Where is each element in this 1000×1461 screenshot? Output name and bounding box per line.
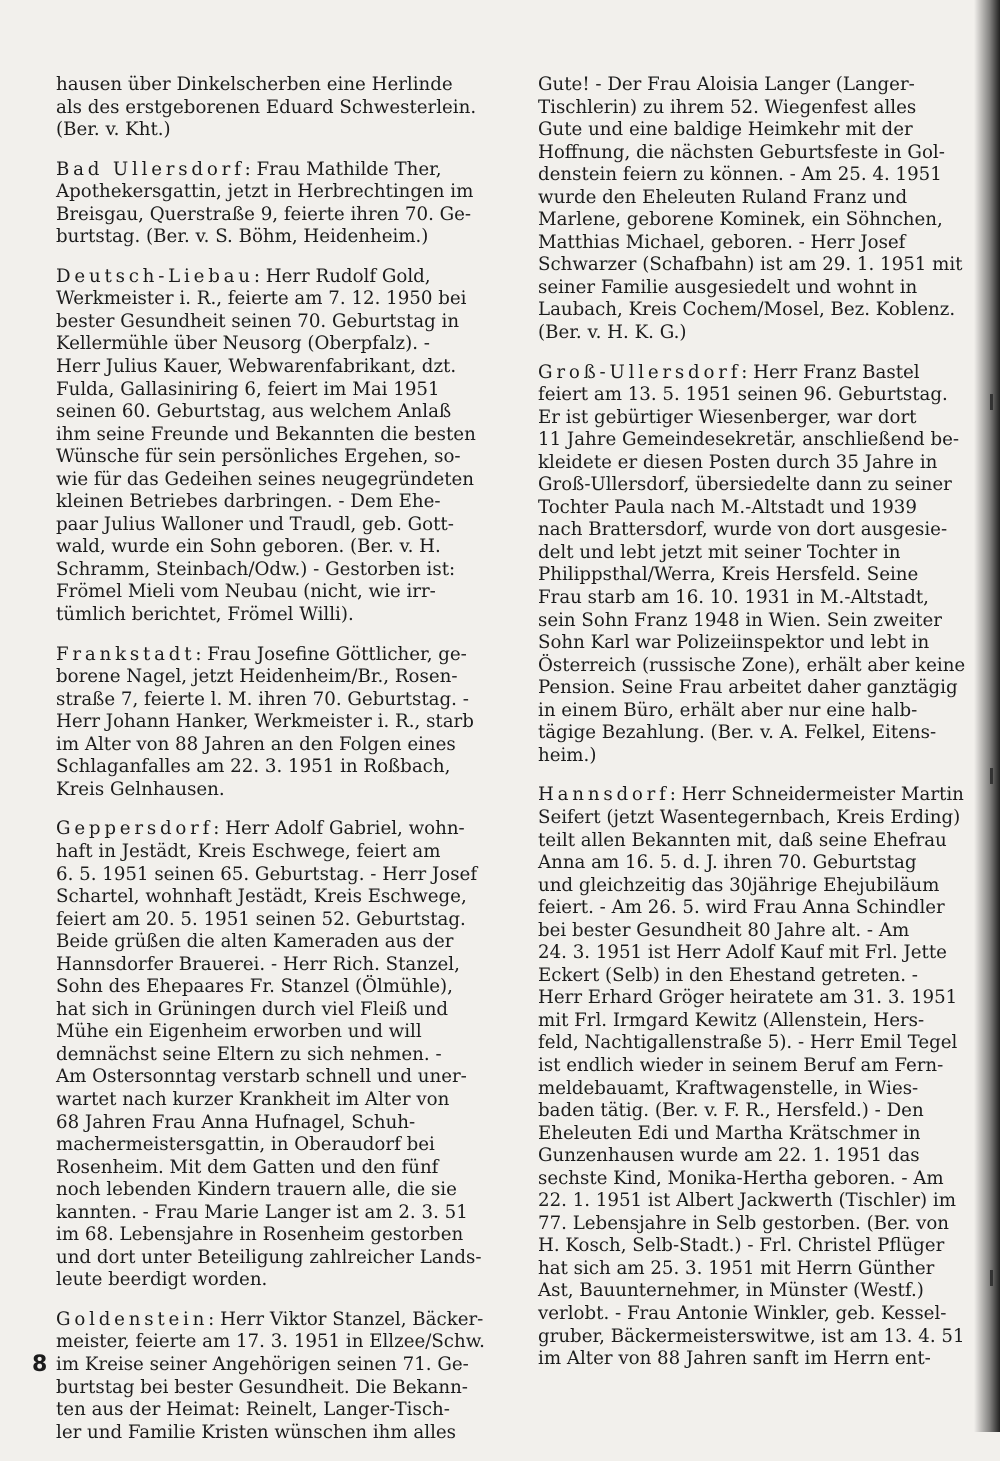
text-line: tümlich berichtet, Frömel Willi). [56, 604, 354, 626]
text-line: Schartel, wohnhaft Jestädt, Kreis Eschwege, [56, 886, 467, 908]
text-line: borene Nagel, jetzt Heidenheim/Br., Rosen- [56, 666, 458, 688]
text-line: Groß-Ullersdorf: Herr Franz Bastel [538, 361, 920, 383]
text-line: sein Sohn Franz 1948 in Wien. Sein zweiter [538, 609, 942, 631]
text-line: feiert. - Am 26. 5. wird Frau Anna Schindler [538, 897, 945, 919]
text-line: Am Ostersonntag verstarb schnell und uner- [56, 1066, 467, 1088]
right-column [538, 74, 974, 1388]
text-line: Geppersdorf: Herr Adolf Gabriel, wohn- [56, 818, 465, 840]
text-line: Mühe ein Eigenheim erworben und will [56, 1021, 422, 1043]
text-line: hat sich am 25. 3. 1951 mit Herrn Günther [538, 1257, 935, 1279]
text-line: heim.) [538, 744, 597, 766]
place-name: Hannsdorf [538, 784, 670, 806]
entry-cont-goldenstein [538, 74, 974, 345]
text-line: machermeistersgattin, in Oberaudorf bei [56, 1134, 435, 1156]
text-line: leute beerdigt worden. [56, 1269, 268, 1291]
text-line: noch lebenden Kindern trauern alle, die sie [56, 1179, 457, 1201]
text-line: Ast, Bauunternehmer, in Münster (Westf.) [538, 1280, 924, 1302]
text-line: Frau starb am 16. 10. 1931 in M.-Altstadt, [538, 587, 929, 609]
text-line: mit Frl. Irmgard Kewitz (Allenstein, Hers- [538, 1009, 925, 1031]
text-line: Schwarzer (Schafbahn) ist am 29. 1. 1951 mit [538, 254, 963, 276]
text-line: Herr Julius Kauer, Webwarenfabrikant, dzt. [56, 356, 457, 378]
text-line: (Ber. v. H. K. G.) [538, 322, 687, 344]
text-line: Seifert (jetzt Wasentegernbach, Kreis Erding) [538, 806, 961, 828]
text-line: Rosenheim. Mit dem Gatten und den fünf [56, 1156, 439, 1178]
text-line: Er ist gebürtiger Wiesenberger, war dort [538, 406, 917, 428]
text-line: burtstag bei bester Gesundheit. Die Bekann- [56, 1376, 468, 1398]
entry-bad-ullersdorf [56, 159, 492, 249]
text-line: seinen 60. Geburtstag, aus welchem Anlaß [56, 401, 452, 423]
text-line: ler und Familie Kristen wünschen ihm alles [56, 1421, 456, 1443]
text-line: Anna am 16. 5. d. J. ihren 70. Geburtstag [538, 852, 917, 874]
text-line: sechste Kind, Monika-Hertha geboren. - Am [538, 1167, 944, 1189]
text-line: Laubach, Kreis Cochem/Mosel, Bez. Koblenz. [538, 299, 956, 321]
text-line: im Kreise seiner Angehörigen seinen 71. Ge- [56, 1353, 469, 1375]
text-line: Kellermühle über Neusorg (Oberpfalz). - [56, 333, 430, 355]
text-line: Matthias Michael, geboren. - Herr Josef [538, 231, 906, 253]
text-line: wald, wurde ein Sohn geboren. (Ber. v. H. [56, 536, 441, 558]
text-line: ihm seine Freunde und Bekannten die besten [56, 423, 476, 445]
text-line: Bad Ullersdorf: Frau Mathilde Ther, [56, 158, 442, 180]
text-line: meldebauamt, Kraftwagenstelle, in Wies- [538, 1077, 919, 1099]
text-line: Eckert (Selb) in den Ehestand getreten. - [538, 964, 918, 986]
place-name: Frankstadt [56, 643, 196, 665]
text-line: 22. 1. 1951 ist Albert Jackwerth (Tischler) im [538, 1190, 956, 1212]
text-line: 68 Jahren Frau Anna Hufnagel, Schuh- [56, 1111, 416, 1133]
text-line: Herr Erhard Gröger heiratete am 31. 3. 1951 [538, 987, 958, 1009]
page-number: 8 [32, 1352, 48, 1377]
text-line: Beide grüßen die alten Kameraden aus der [56, 931, 454, 953]
text-line: Tochter Paula nach M.-Altstadt und 1939 [538, 496, 917, 518]
text-line: Breisgau, Querstraße 9, feierte ihren 70. Ge- [56, 203, 472, 225]
text-line: wie für das Gedeihen seines neugegründeten [56, 468, 474, 490]
entry-geppersdorf [56, 818, 492, 1291]
text-line: feiert am 13. 5. 1951 seinen 96. Geburtstag. [538, 384, 948, 406]
text-line: straße 7, feierte l. M. ihren 70. Geburtstag. - [56, 688, 469, 710]
text-line: wartet nach kurzer Krankheit im Alter von [56, 1088, 450, 1110]
text-line: Tischlerin) zu ihrem 52. Wiegenfest alles [538, 96, 917, 118]
place-name: Goldenstein [56, 1308, 209, 1330]
text-line: Österreich (russische Zone), erhält aber keine [538, 654, 966, 676]
text-line: als des erstgeborenen Eduard Schwesterlein. [56, 96, 477, 118]
text-line: im Alter von 88 Jahren sanft im Herrn ent- [538, 1348, 931, 1370]
text-line: Gunzenhausen wurde am 22. 1. 1951 das [538, 1145, 920, 1167]
text-line: Schramm, Steinbach/Odw.) - Gestorben ist: [56, 558, 456, 580]
text-line: Sohn des Ehepaares Fr. Stanzel (Ölmühle), [56, 976, 453, 998]
text-line: Fulda, Gallasiniring 6, feiert im Mai 1951 [56, 378, 440, 400]
text-line: wurde den Eheleuten Ruland Franz und [538, 186, 908, 208]
edge-mark [990, 1270, 993, 1286]
place-name: Geppersdorf [56, 818, 214, 840]
text-line: (Ber. v. Kht.) [56, 119, 171, 141]
text-line: Goldenstein: Herr Viktor Stanzel, Bäcker- [56, 1308, 484, 1330]
text-line: delt und lebt jetzt mit seiner Tochter in [538, 541, 901, 563]
text-line: Frankstadt: Frau Josefine Göttlicher, ge- [56, 643, 467, 665]
text-line: meister, feierte am 17. 3. 1951 in Ellzee/Schw. [56, 1331, 485, 1353]
text-line: Deutsch-Liebau: Herr Rudolf Gold, [56, 265, 431, 287]
edge-mark [990, 768, 993, 784]
text-line: im 68. Lebensjahre in Rosenheim gestorben [56, 1224, 464, 1246]
text-line: feiert am 20. 5. 1951 seinen 52. Geburtstag. [56, 908, 466, 930]
text-line: Groß-Ullersdorf, übersiedelte dann zu seiner [538, 474, 952, 496]
text-line: Schlaganfalles am 22. 3. 1951 in Roßbach, [56, 756, 451, 778]
entry-frankstadt [56, 644, 492, 802]
text-line: Werkmeister i. R., feierte am 7. 12. 1950 bei [56, 288, 467, 310]
text-line: Pension. Seine Frau arbeitet daher ganztägig [538, 677, 958, 699]
text-line: gruber, Bäckermeisterswitwe, ist am 13. 4. 51 [538, 1325, 965, 1347]
text-line: ist endlich wieder in seinem Beruf am Fern- [538, 1054, 944, 1076]
text-line: seiner Familie ausgesiedelt und wohnt in [538, 276, 918, 298]
text-line: Hannsdorf: Herr Schneidermeister Martin [538, 784, 964, 806]
entry-cont-dinkelscherben [56, 74, 492, 142]
text-line: 6. 5. 1951 seinen 65. Geburtstag. - Herr Josef [56, 863, 478, 885]
text-line: kannten. - Frau Marie Langer ist am 2. 3. 51 [56, 1201, 468, 1223]
text-line: teilt allen Bekannten mit, daß seine Ehefrau [538, 829, 947, 851]
text-line: 24. 3. 1951 ist Herr Adolf Kauf mit Frl. Jette [538, 942, 947, 964]
text-line: 77. Lebensjahre in Selb gestorben. (Ber. von [538, 1212, 950, 1234]
text-line: demnächst seine Eltern zu sich nehmen. - [56, 1043, 442, 1065]
edge-mark [990, 394, 993, 410]
text-line: und dort unter Beteiligung zahlreicher Lands- [56, 1246, 482, 1268]
text-line: kleidete er diesen Posten durch 35 Jahre in [538, 451, 938, 473]
text-line: verlobt. - Frau Antonie Winkler, geb. Kessel- [538, 1302, 947, 1324]
place-name: Bad Ullersdorf [56, 158, 245, 180]
text-line: ten aus der Heimat: Reinelt, Langer-Tisch- [56, 1399, 450, 1421]
text-line: H. Kosch, Selb-Stadt.) - Frl. Christel Pflüger [538, 1235, 945, 1257]
text-line: Gute und eine baldige Heimkehr mit der [538, 119, 913, 141]
text-line: Marlene, geborene Kominek, ein Söhnchen, [538, 209, 943, 231]
text-line: bei bester Gesundheit 80 Jahre alt. - Am [538, 919, 910, 941]
text-line: kleinen Betriebes darbringen. - Dem Ehe- [56, 491, 441, 513]
text-line: feld, Nachtigallenstraße 5). - Herr Emil Tegel [538, 1032, 958, 1054]
text-line: Philippsthal/Werra, Kreis Hersfeld. Seine [538, 564, 919, 586]
entry-goldenstein [56, 1309, 492, 1444]
left-column [56, 74, 492, 1461]
text-line: Sohn Karl war Polizeiinspektor und lebt in [538, 632, 930, 654]
text-line: Hannsdorfer Brauerei. - Herr Rich. Stanzel, [56, 953, 460, 975]
text-line: baden tätig. (Ber. v. F. R., Hersfeld.) - Den [538, 1100, 924, 1122]
text-line: denstein feiern zu können. - Am 25. 4. 1951 [538, 164, 942, 186]
text-line: Hoffnung, die nächsten Geburtsfeste in Gol- [538, 141, 945, 163]
text-line: Kreis Gelnhausen. [56, 778, 225, 800]
text-line: nach Brattersdorf, wurde von dort ausgesie- [538, 519, 948, 541]
page-edge-shadow [974, 0, 1000, 1432]
text-line: bester Gesundheit seinen 70. Geburtstag in [56, 310, 460, 332]
entry-hannsdorf [538, 784, 974, 1370]
text-line: im Alter von 88 Jahren an den Folgen eines [56, 733, 456, 755]
text-line: Herr Johann Hanker, Werkmeister i. R., starb [56, 711, 474, 733]
place-name: Deutsch-Liebau [56, 265, 254, 287]
text-line: Apothekersgattin, jetzt in Herbrechtingen im [56, 181, 474, 203]
text-line: Frömel Mieli vom Neubau (nicht, wie irr- [56, 581, 436, 603]
text-line: hat sich in Grüningen durch viel Fleiß und [56, 998, 449, 1020]
text-line: Gute! - Der Frau Aloisia Langer (Langer- [538, 74, 915, 95]
entry-deutsch-liebau [56, 266, 492, 627]
text-line: haft in Jestädt, Kreis Eschwege, feiert am [56, 840, 441, 862]
text-line: hausen über Dinkelscherben eine Herlinde [56, 74, 453, 95]
text-line: 11 Jahre Gemeindesekretär, anschließend be- [538, 429, 960, 451]
entry-gross-ullersdorf [538, 362, 974, 768]
place-name: Groß-Ullersdorf [538, 361, 742, 383]
text-line: burtstag. (Ber. v. S. Böhm, Heidenheim.) [56, 226, 429, 248]
text-line: Wünsche für sein persönliches Ergehen, so- [56, 446, 461, 468]
text-line: Eheleuten Edi und Martha Krätschmer in [538, 1122, 921, 1144]
text-line: tägige Bezahlung. (Ber. v. A. Felkel, Eitens- [538, 722, 937, 744]
text-line: in einem Büro, erhält aber nur eine halb- [538, 699, 918, 721]
text-line: paar Julius Walloner und Traudl, geb. Gott- [56, 513, 454, 535]
text-line: und gleichzeitig das 30jährige Ehejubiläum [538, 874, 940, 896]
